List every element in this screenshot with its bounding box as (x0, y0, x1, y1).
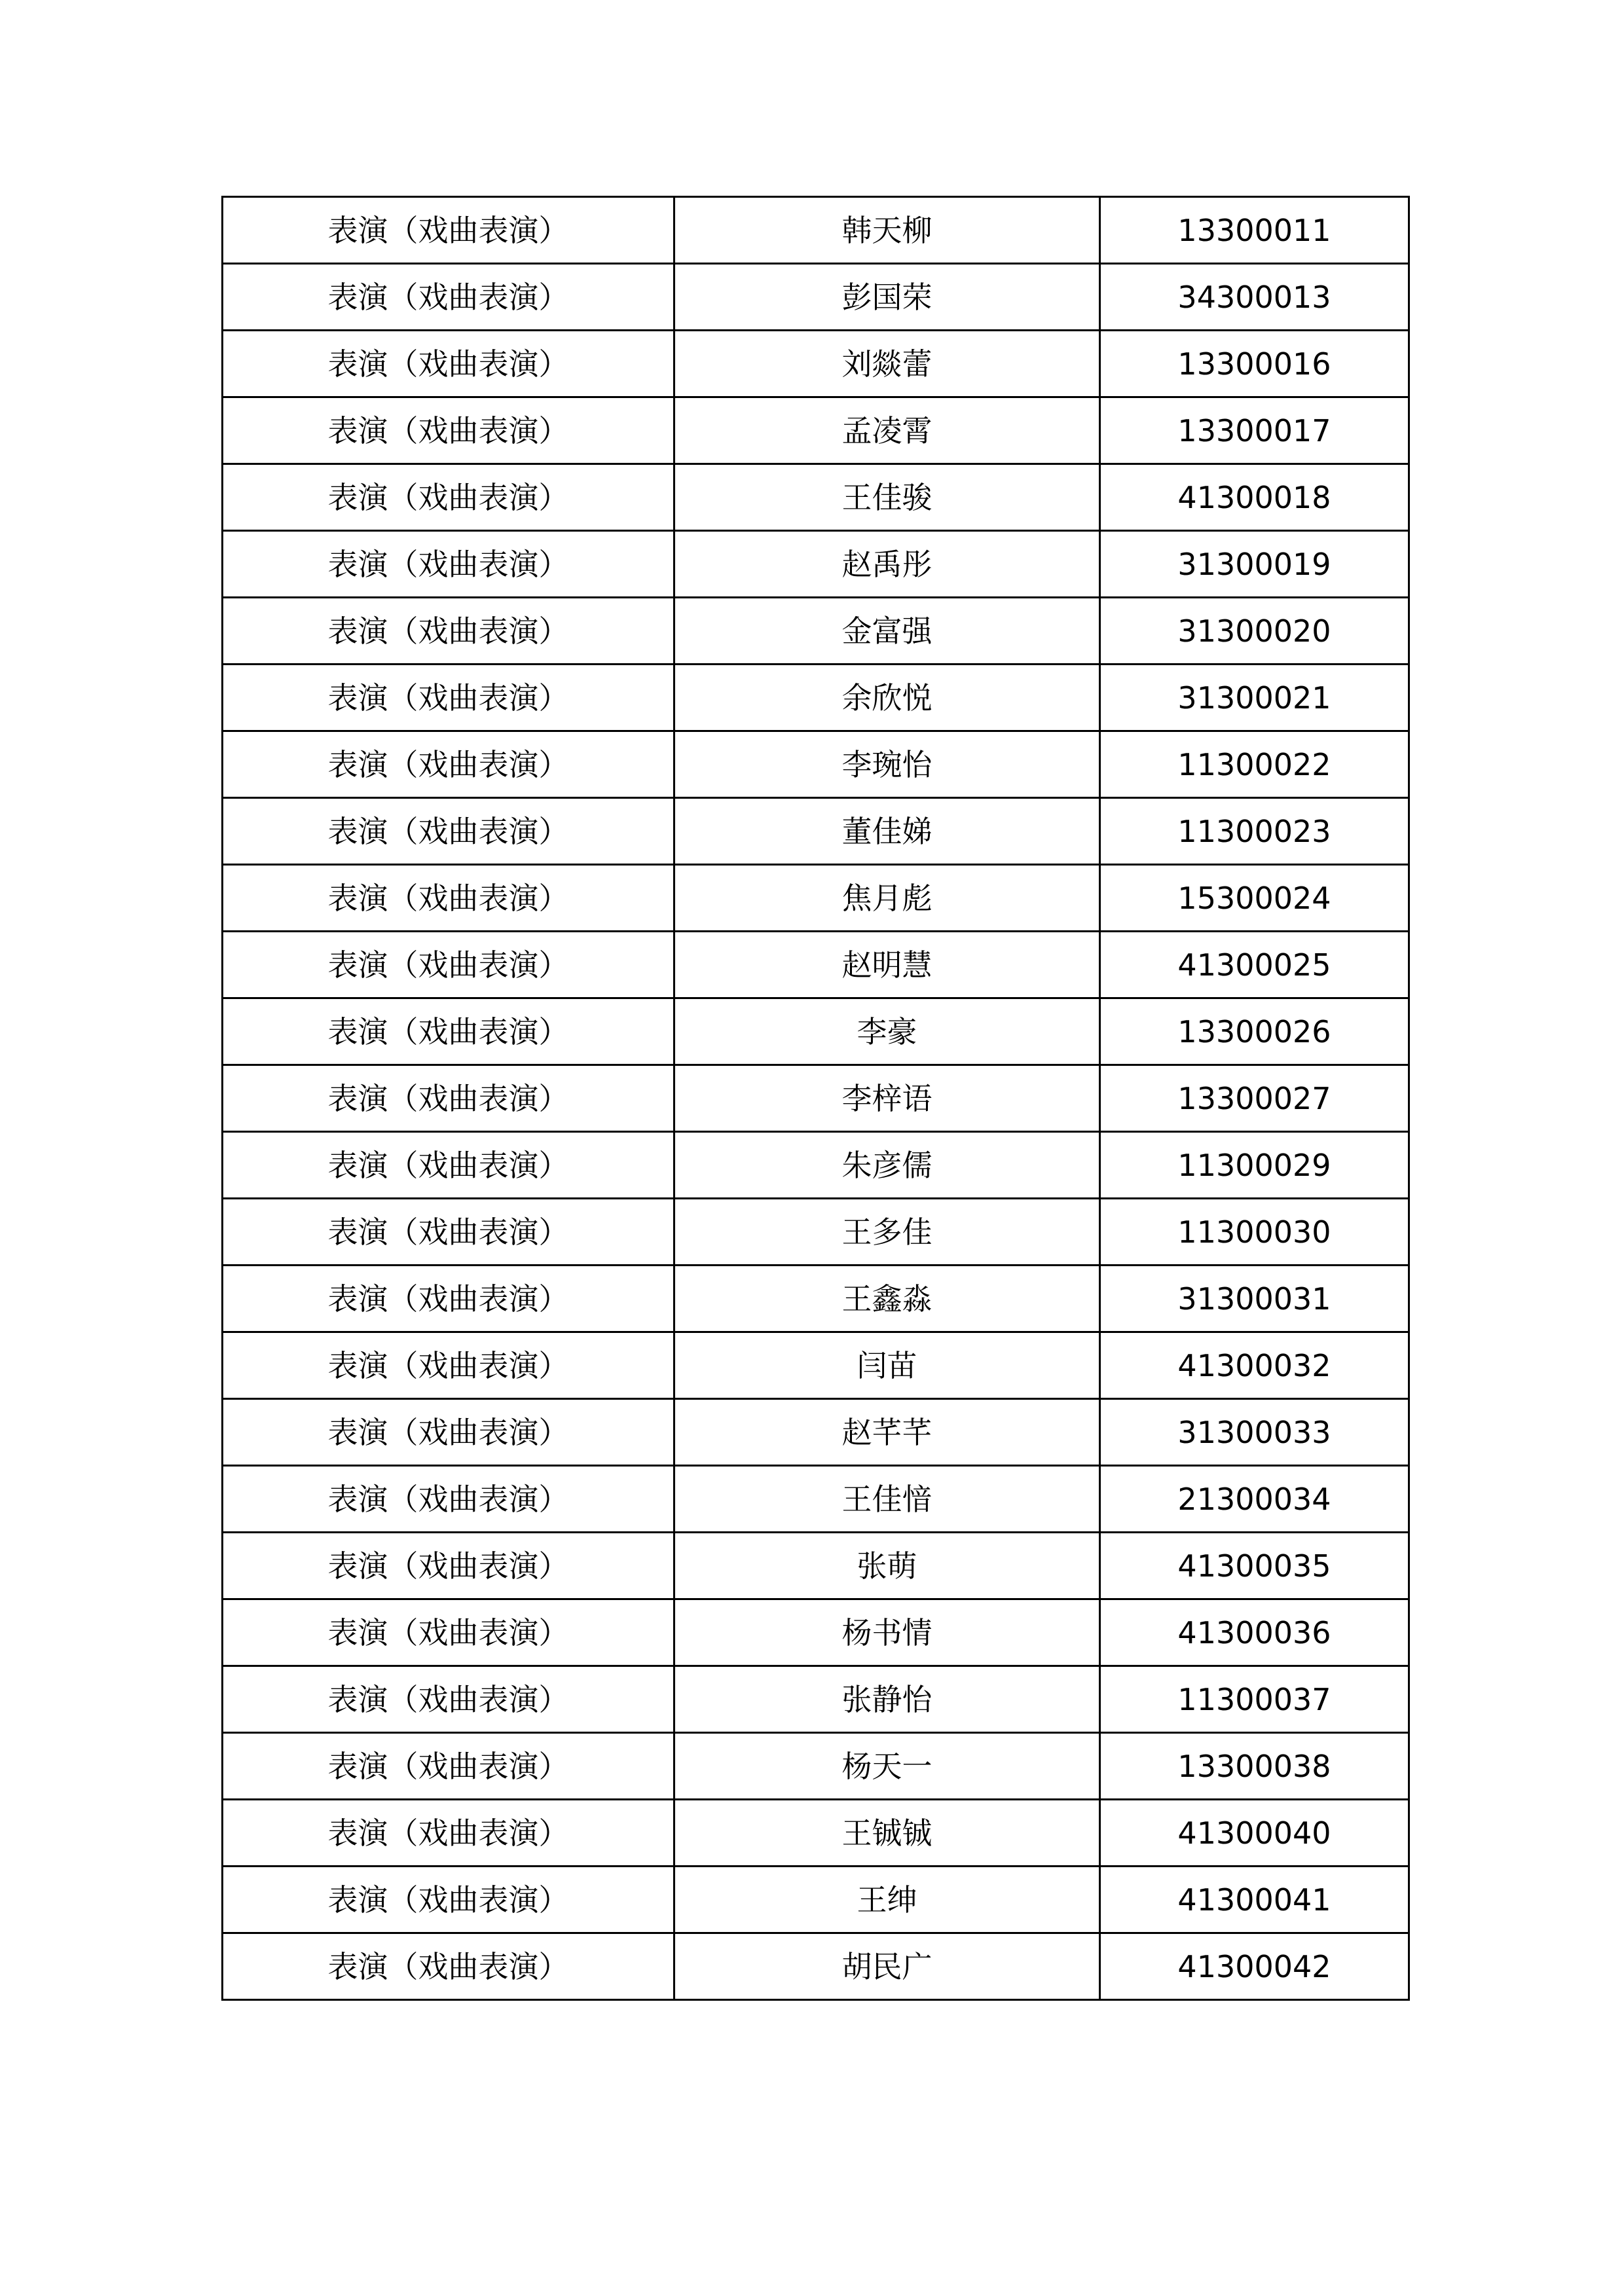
major-cell: 表演（戏曲表演） (223, 1867, 674, 1933)
name-cell: 赵禹彤 (674, 531, 1100, 598)
name-cell: 王铖铖 (674, 1800, 1100, 1867)
id-cell: 13300017 (1100, 397, 1409, 464)
name-cell: 焦月彪 (674, 865, 1100, 932)
major-cell: 表演（戏曲表演） (223, 531, 674, 598)
table-row (223, 1533, 1409, 1599)
id-cell: 41300018 (1100, 464, 1409, 531)
major-cell: 表演（戏曲表演） (223, 197, 674, 264)
major-cell: 表演（戏曲表演） (223, 798, 674, 865)
id-cell: 13300026 (1100, 998, 1409, 1065)
id-cell: 11300022 (1100, 731, 1409, 798)
id-cell: 41300041 (1100, 1867, 1409, 1933)
name-cell: 彭国荣 (674, 264, 1100, 331)
major-cell: 表演（戏曲表演） (223, 1132, 674, 1199)
table-row (223, 998, 1409, 1065)
major-cell: 表演（戏曲表演） (223, 598, 674, 665)
table-row (223, 531, 1409, 598)
id-cell: 31300021 (1100, 665, 1409, 731)
table-row (223, 865, 1409, 932)
id-cell: 11300030 (1100, 1199, 1409, 1266)
name-cell: 金富强 (674, 598, 1100, 665)
name-cell: 王绅 (674, 1867, 1100, 1933)
major-cell: 表演（戏曲表演） (223, 1666, 674, 1733)
id-cell: 11300029 (1100, 1132, 1409, 1199)
id-cell: 41300036 (1100, 1599, 1409, 1666)
major-cell: 表演（戏曲表演） (223, 932, 674, 998)
table-row (223, 1599, 1409, 1666)
name-cell: 张静怡 (674, 1666, 1100, 1733)
major-cell: 表演（戏曲表演） (223, 665, 674, 731)
table-row (223, 1332, 1409, 1399)
roster-table (221, 196, 1410, 2001)
id-cell: 13300016 (1100, 331, 1409, 397)
table-row (223, 665, 1409, 731)
major-cell: 表演（戏曲表演） (223, 1599, 674, 1666)
major-cell: 表演（戏曲表演） (223, 464, 674, 531)
id-cell: 11300037 (1100, 1666, 1409, 1733)
table-row (223, 1065, 1409, 1132)
table-row (223, 598, 1409, 665)
major-cell: 表演（戏曲表演） (223, 1065, 674, 1132)
name-cell: 赵芊芊 (674, 1399, 1100, 1466)
name-cell: 王鑫淼 (674, 1266, 1100, 1332)
id-cell: 34300013 (1100, 264, 1409, 331)
id-cell: 41300042 (1100, 1933, 1409, 2000)
table-row (223, 1867, 1409, 1933)
name-cell: 李豪 (674, 998, 1100, 1065)
table-row (223, 331, 1409, 397)
id-cell: 41300035 (1100, 1533, 1409, 1599)
major-cell: 表演（戏曲表演） (223, 397, 674, 464)
name-cell: 赵明慧 (674, 932, 1100, 998)
table-row (223, 731, 1409, 798)
major-cell: 表演（戏曲表演） (223, 731, 674, 798)
major-cell: 表演（戏曲表演） (223, 998, 674, 1065)
name-cell: 韩天柳 (674, 197, 1100, 264)
major-cell: 表演（戏曲表演） (223, 865, 674, 932)
id-cell: 15300024 (1100, 865, 1409, 932)
id-cell: 11300023 (1100, 798, 1409, 865)
major-cell: 表演（戏曲表演） (223, 1933, 674, 2000)
major-cell: 表演（戏曲表演） (223, 1733, 674, 1800)
id-cell: 41300032 (1100, 1332, 1409, 1399)
name-cell: 董佳娣 (674, 798, 1100, 865)
name-cell: 王佳愔 (674, 1466, 1100, 1533)
major-cell: 表演（戏曲表演） (223, 1199, 674, 1266)
roster-table-body (223, 197, 1409, 2000)
id-cell: 13300038 (1100, 1733, 1409, 1800)
id-cell: 31300031 (1100, 1266, 1409, 1332)
table-row (223, 1399, 1409, 1466)
table-row (223, 1666, 1409, 1733)
id-cell: 41300025 (1100, 932, 1409, 998)
table-row (223, 932, 1409, 998)
table-row (223, 1132, 1409, 1199)
table-row (223, 798, 1409, 865)
name-cell: 闫苗 (674, 1332, 1100, 1399)
major-cell: 表演（戏曲表演） (223, 1533, 674, 1599)
table-row (223, 1933, 1409, 2000)
id-cell: 21300034 (1100, 1466, 1409, 1533)
major-cell: 表演（戏曲表演） (223, 264, 674, 331)
name-cell: 张萌 (674, 1533, 1100, 1599)
table-row (223, 264, 1409, 331)
name-cell: 余欣悦 (674, 665, 1100, 731)
name-cell: 王多佳 (674, 1199, 1100, 1266)
id-cell: 13300011 (1100, 197, 1409, 264)
major-cell: 表演（戏曲表演） (223, 1466, 674, 1533)
table-row (223, 1466, 1409, 1533)
name-cell: 王佳骏 (674, 464, 1100, 531)
table-row (223, 1733, 1409, 1800)
id-cell: 31300020 (1100, 598, 1409, 665)
name-cell: 胡民广 (674, 1933, 1100, 2000)
id-cell: 41300040 (1100, 1800, 1409, 1867)
table-row (223, 1266, 1409, 1332)
table-row (223, 1800, 1409, 1867)
table-row (223, 397, 1409, 464)
name-cell: 李琬怡 (674, 731, 1100, 798)
name-cell: 孟凌霄 (674, 397, 1100, 464)
name-cell: 杨天一 (674, 1733, 1100, 1800)
name-cell: 刘燚蕾 (674, 331, 1100, 397)
major-cell: 表演（戏曲表演） (223, 1266, 674, 1332)
name-cell: 李梓语 (674, 1065, 1100, 1132)
major-cell: 表演（戏曲表演） (223, 1399, 674, 1466)
name-cell: 杨书情 (674, 1599, 1100, 1666)
major-cell: 表演（戏曲表演） (223, 1332, 674, 1399)
major-cell: 表演（戏曲表演） (223, 1800, 674, 1867)
table-row (223, 464, 1409, 531)
id-cell: 13300027 (1100, 1065, 1409, 1132)
name-cell: 朱彦儒 (674, 1132, 1100, 1199)
table-row (223, 197, 1409, 264)
table-row (223, 1199, 1409, 1266)
major-cell: 表演（戏曲表演） (223, 331, 674, 397)
id-cell: 31300019 (1100, 531, 1409, 598)
id-cell: 31300033 (1100, 1399, 1409, 1466)
